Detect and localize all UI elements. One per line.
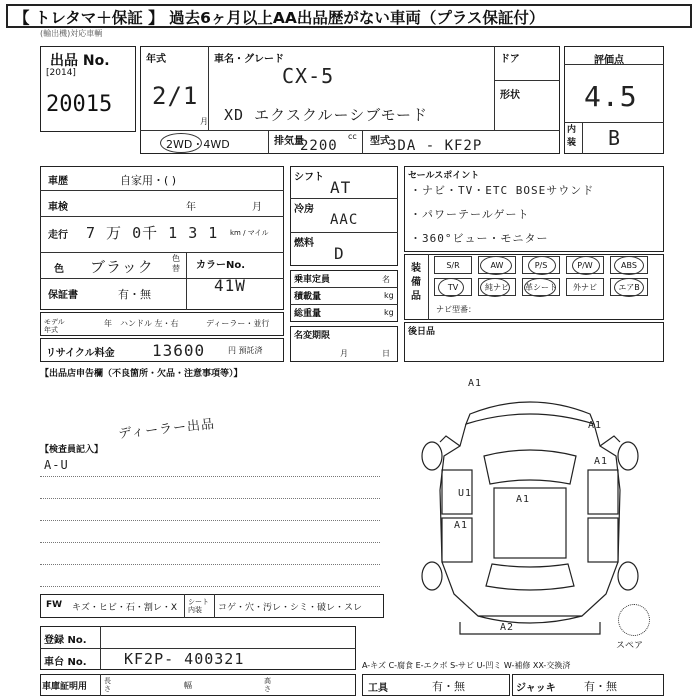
registration-label: 登録 No. bbox=[44, 635, 87, 646]
equip-circle-abs bbox=[614, 256, 644, 275]
cert-row bbox=[40, 674, 356, 696]
subheader: (輸出機)対応車輌 bbox=[40, 29, 103, 38]
equip-navi: 純ナビ bbox=[478, 278, 516, 296]
gross-unit: kg bbox=[384, 308, 394, 317]
displacement-unit: cc bbox=[348, 132, 357, 141]
name-change-day: 日 bbox=[382, 349, 390, 358]
damage-mark-right-front: A1 bbox=[588, 420, 603, 431]
damage-mark-left-door: U1 bbox=[458, 488, 473, 499]
sales-point-3: ・360°ビュー・モニター bbox=[410, 232, 549, 245]
type-label: 型式 bbox=[370, 136, 390, 147]
capacity-label: 乗車定員 bbox=[294, 275, 331, 285]
fuel-value: D bbox=[334, 244, 345, 263]
color-code-label: カラーNo. bbox=[196, 260, 246, 271]
interior-label: 内装 bbox=[567, 125, 577, 148]
model-year-handle: ハンドル 左・右 bbox=[120, 319, 179, 328]
lot-year: [2014] bbox=[46, 68, 76, 78]
declaration-label: 【出品店申告欄（不良箇所・欠品・注意事項等）】 bbox=[40, 369, 243, 379]
displacement-label: 排気量 bbox=[274, 136, 304, 147]
car-mirror-l bbox=[440, 436, 460, 446]
fuel-label: 燃料 bbox=[294, 238, 314, 249]
equip-aw: AW bbox=[478, 256, 516, 274]
tools-value: 有・無 bbox=[432, 680, 465, 693]
inspection-label: 車検 bbox=[48, 202, 68, 213]
year-model-label: 年式 bbox=[146, 54, 166, 65]
color-value: ブラック bbox=[90, 258, 154, 276]
equip-circle-airbag bbox=[614, 278, 644, 297]
mileage-label: 走行 bbox=[48, 230, 68, 241]
fw-text: キズ・ヒビ・石・割レ・X bbox=[72, 603, 177, 613]
declaration-note: ディーラー出品 bbox=[117, 416, 216, 443]
load-unit: kg bbox=[384, 291, 394, 300]
mileage-unit: km / マイル bbox=[230, 229, 269, 237]
damage-mark-roof: A1 bbox=[516, 494, 531, 505]
seat-text: コゲ・穴・汚レ・シミ・破レ・スレ bbox=[218, 603, 363, 613]
car-right-door-front bbox=[588, 470, 618, 514]
nav-model-label: ナビ型番： bbox=[436, 305, 476, 314]
equip-pw: P/W bbox=[566, 256, 604, 274]
car-wheel-rr bbox=[618, 562, 638, 590]
color-code-value: 41W bbox=[214, 276, 246, 295]
equip-sr: S/R bbox=[434, 256, 472, 274]
car-windshield bbox=[484, 450, 576, 484]
model-year-year: 年 bbox=[104, 319, 112, 328]
damage-mark-front: A1 bbox=[468, 378, 483, 389]
model-name: CX-5 bbox=[282, 64, 335, 88]
equip-airbag: エアB bbox=[610, 278, 648, 296]
model-year-label: モデル年式 bbox=[44, 318, 65, 334]
damage-mark-left-rear: A1 bbox=[454, 520, 469, 531]
year-model-suffix: 月 bbox=[200, 117, 208, 126]
score-label: 評価点 bbox=[594, 55, 624, 66]
mileage-value: 7 万 0千 1 3 1 bbox=[86, 224, 219, 242]
inspector-label: 【検査員記入】 bbox=[40, 445, 104, 455]
drive-selected-circle bbox=[160, 133, 202, 153]
chassis-label: 車台 No. bbox=[44, 657, 87, 668]
equip-ext-navi: 外ナビ bbox=[566, 278, 604, 296]
recycle-label: リサイクル料金 bbox=[46, 348, 115, 359]
car-rear-bumper bbox=[478, 616, 582, 623]
after-parts-label: 後日品 bbox=[408, 327, 436, 337]
gross-label: 総重量 bbox=[294, 309, 322, 319]
jack-label: ジャッキ bbox=[516, 683, 556, 694]
drive-options-text: 2WD・4WD bbox=[166, 138, 230, 151]
car-mirror-r bbox=[600, 436, 620, 446]
inspection-year: 年 bbox=[186, 202, 196, 213]
fw-label: FW bbox=[46, 600, 63, 610]
equip-ps: P/S bbox=[522, 256, 560, 274]
car-wheel-fr bbox=[618, 442, 638, 470]
type-value: 3DA - KF2P bbox=[388, 138, 483, 154]
model-year-dealer: ディーラー・並行 bbox=[206, 319, 270, 328]
chassis-value: KF2P- 400321 bbox=[124, 650, 245, 668]
recycle-unit: 円 預託済 bbox=[228, 346, 263, 355]
inspection-month: 月 bbox=[252, 202, 262, 213]
shift-label: シフト bbox=[294, 172, 324, 183]
car-front-bumper bbox=[466, 402, 594, 424]
sales-point-1: ・ナビ・TV・ETC BOSEサウンド bbox=[410, 184, 595, 197]
damage-mark-right-rear: A1 bbox=[594, 456, 609, 467]
warranty-value: 有・無 bbox=[118, 288, 151, 301]
equip-circle-ps bbox=[528, 256, 556, 275]
cert-label: 車庫証明用 bbox=[42, 682, 88, 692]
history-label: 車歴 bbox=[48, 176, 68, 187]
year-model-value: 2/1 bbox=[152, 82, 199, 110]
name-change-month: 月 bbox=[340, 349, 348, 358]
tools-label: 工具 bbox=[368, 683, 388, 694]
model-label: 車名・グレード bbox=[214, 54, 284, 65]
cert-height: 高さ bbox=[264, 677, 271, 693]
equip-circle-pw bbox=[572, 256, 600, 275]
recycle-value: 13600 bbox=[152, 341, 206, 360]
seat-label: シート 内装 bbox=[188, 598, 209, 614]
sales-points-label: セールスポイント bbox=[408, 171, 480, 181]
model-grade: XD エクスクルーシブモード bbox=[224, 106, 428, 124]
car-wheel-fl bbox=[422, 442, 442, 470]
name-change-label: 名変期限 bbox=[294, 331, 331, 341]
banner-text: 【 トレタマ＋保証 】 過去6ヶ月以上AA出品歴がない車両（プラス保証付） bbox=[14, 9, 545, 27]
car-rear-window bbox=[486, 564, 574, 590]
spare-tire-icon bbox=[618, 604, 650, 636]
color-change-label: 色替 bbox=[172, 254, 180, 273]
displacement-value: 2200 bbox=[300, 138, 338, 154]
inspector-note: A-U bbox=[44, 458, 69, 472]
shift-value: AT bbox=[330, 178, 352, 197]
equip-circle-navi bbox=[480, 278, 510, 297]
aircon-value: AAC bbox=[330, 212, 359, 228]
lot-label: 出品 No. bbox=[50, 53, 110, 69]
lot-number: 20015 bbox=[46, 92, 113, 117]
equip-circle-leather bbox=[524, 278, 556, 297]
capacity-unit: 名 bbox=[382, 275, 390, 284]
equip-circle-aw bbox=[480, 256, 512, 275]
doors-label: ドア bbox=[500, 54, 520, 65]
equip-tv: TV bbox=[434, 278, 472, 296]
damage-mark-rear: A2 bbox=[500, 622, 515, 633]
history-value: 自家用・( ) bbox=[120, 174, 177, 187]
cert-width: 幅 bbox=[184, 681, 192, 690]
cert-long: 長さ bbox=[104, 677, 111, 693]
color-label: 色 bbox=[54, 264, 64, 275]
equip-circle-tv bbox=[438, 278, 464, 297]
load-label: 積載量 bbox=[294, 292, 322, 302]
aircon-label: 冷房 bbox=[294, 204, 314, 215]
interior-value: B bbox=[608, 126, 622, 150]
warranty-label: 保証書 bbox=[48, 290, 78, 301]
jack-value: 有・無 bbox=[584, 680, 617, 693]
after-parts-box bbox=[404, 322, 664, 362]
sales-point-2: ・パワーテールゲート bbox=[410, 208, 530, 221]
equip-abs: ABS bbox=[610, 256, 648, 274]
spare-label: スペア bbox=[616, 641, 644, 651]
equipment-label: 装備品 bbox=[411, 263, 421, 302]
score-value: 4.5 bbox=[584, 80, 638, 113]
car-bottom-frame bbox=[460, 622, 600, 634]
shape-label: 形状 bbox=[500, 90, 520, 101]
damage-legend: A-キズ C-腐食 E-エクボ S-サビ U-凹ミ W-補修 XX-交換済 bbox=[362, 661, 571, 670]
car-right-door-rear bbox=[588, 518, 618, 562]
equip-leather: 革シート bbox=[522, 278, 560, 296]
car-wheel-rl bbox=[422, 562, 442, 590]
